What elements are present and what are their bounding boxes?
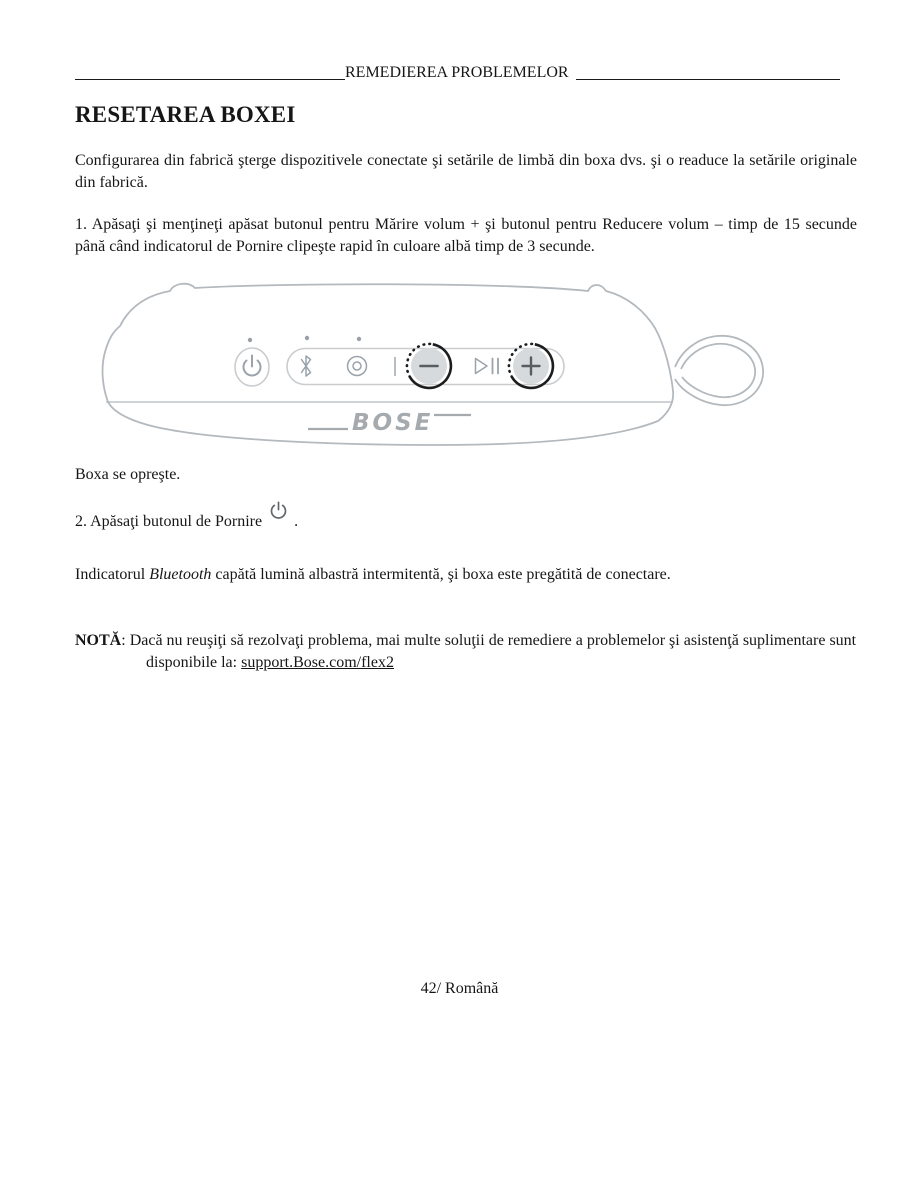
result-bluetooth-pre: Indicatorul [75, 566, 150, 583]
step-1-instruction: 1. Apăsaţi şi menţineţi apăsat butonul pentru Mărire volum + şi butonul pentru Reducere volum – timp de 15 secunde până când indicatorul de Pornire clipeşte rapid în culoare albă timp de 3 secunde. [75, 216, 857, 255]
step-2-instruction [75, 500, 857, 533]
page-number: 42/ Română [420, 980, 499, 997]
header-rule-right [576, 79, 840, 80]
note-separator: : [121, 632, 130, 649]
bluetooth-indicator-dot [305, 336, 309, 340]
result-speaker-off: Boxa se opreşte. [75, 466, 181, 483]
note-label: NOTĂ [75, 632, 122, 649]
note-paragraph [75, 630, 918, 674]
speaker-illustration [98, 278, 778, 453]
intro-paragraph: Configurarea din fabrică şterge dispozitivele conectate şi setările de limbă din boxa dvs. şi o readuce la setările originale din fabrică. [75, 152, 857, 191]
header-title: REMEDIEREA PROBLEMELOR [345, 64, 569, 81]
power-icon [269, 500, 288, 519]
result-bluetooth-post: capătă lumină albastră intermitentă, şi boxa este pregătită de conectare. [211, 566, 671, 583]
loop-strap-inner [681, 344, 755, 397]
note-text: Dacă nu reuşiţi să rezolvaţi problema, mai multe soluţii de remediere a problemelor şi asistenţă suplimentare sunt disponibile la: [129, 632, 857, 671]
loop-strap-outer [675, 336, 763, 405]
step-2-period: . [294, 513, 299, 530]
section-title: RESETAREA BOXEI [75, 102, 296, 127]
power-indicator-dot [248, 338, 252, 342]
bluetooth-word: Bluetooth [149, 566, 212, 583]
support-link[interactable]: support.Bose.com/flex2 [241, 654, 394, 671]
shortcut-indicator-dot [357, 337, 361, 341]
header-rule-left [75, 79, 345, 80]
bose-logo: BOSE [352, 410, 434, 436]
page-header [75, 64, 840, 82]
result-bluetooth [75, 564, 857, 586]
step-2-text: 2. Apăsaţi butonul de Pornire [75, 513, 263, 530]
speaker-illustration-svg [98, 278, 778, 453]
